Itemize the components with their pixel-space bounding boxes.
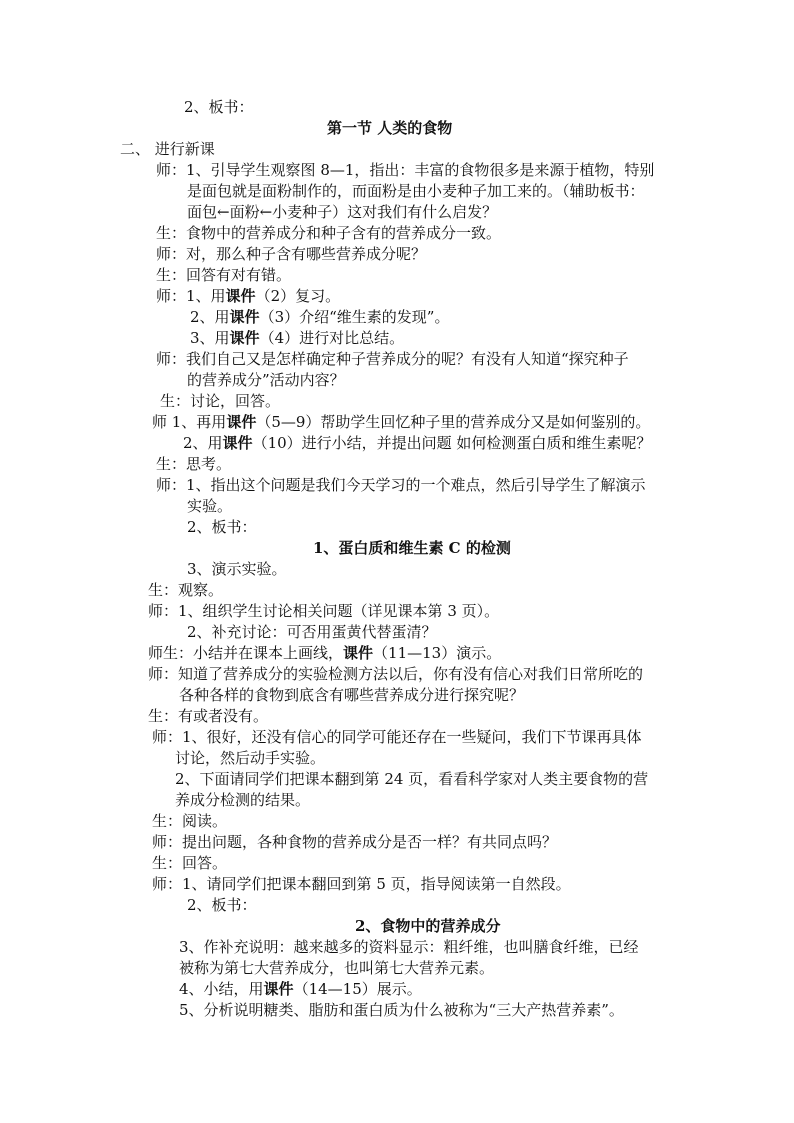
text-line: 被称为第七大营养成分，也叫第七大营养元素。 xyxy=(179,959,495,977)
text-line: 生：有或者没有。 xyxy=(148,707,269,725)
text-line xyxy=(190,328,404,348)
text-run: （3）介绍“维生素的发现”。 xyxy=(259,308,450,326)
text-line: 师：1、引导学生观察图 8—1，指出：丰富的食物很多是来源于植物，特别 xyxy=(156,161,655,179)
text-line: 养成分检测的结果。 xyxy=(175,791,311,809)
courseware-label: 课件 xyxy=(229,308,260,326)
text-line xyxy=(148,643,501,663)
text-line: 2、补充讨论：可否用蛋黄代替蛋清？ xyxy=(187,623,437,641)
text-line: 师：我们自己又是怎样确定种子营养成分的呢？有没有人知道“探究种子 xyxy=(156,350,629,368)
text-run: （10）进行小结，并提出问题 如何检测蛋白质和维生素呢？ xyxy=(252,434,652,452)
text-line: 3、作补充说明：越来越多的资料显示：粗纤维，也叫膳食纤维，已经 xyxy=(179,938,639,956)
courseware-label: 课件 xyxy=(343,644,374,662)
text-line xyxy=(190,307,449,327)
text-line: 生：回答。 xyxy=(152,854,228,872)
courseware-label: 课件 xyxy=(229,329,260,347)
text-run: 师：1、用 xyxy=(156,287,226,305)
text-line: 生：思考。 xyxy=(156,455,232,473)
courseware-label: 课件 xyxy=(263,980,294,998)
text-line: 师：提出问题，各种食物的营养成分是否一样？有共同点吗？ xyxy=(152,833,558,851)
text-run: 师生：小结并在课本上画线， xyxy=(148,644,344,662)
text-run: （4）进行对比总结。 xyxy=(259,329,405,347)
text-line: 生：阅读。 xyxy=(152,812,228,830)
text-run: 2、用 xyxy=(190,308,230,326)
text-line: 面包←面粉←小麦种子）这对我们有什么启发？ xyxy=(187,203,498,221)
text-line: 2、板书： xyxy=(187,518,257,536)
text-line: 实验。 xyxy=(187,497,233,515)
text-line: 生：回答有对有错。 xyxy=(156,266,292,284)
board-note-label: 2、板书： xyxy=(184,98,254,116)
text-line xyxy=(156,286,340,306)
text-line: 2、板书： xyxy=(187,896,257,914)
courseware-label: 课件 xyxy=(222,434,253,452)
text-line: 师：1、指出这个问题是我们今天学习的一个难点，然后引导学生了解演示 xyxy=(156,476,646,494)
text-line: 师：1、请同学们把课本翻回到第 5 页，指导阅读第一自然段。 xyxy=(152,875,571,893)
section-heading: 2、食物中的营养成分 xyxy=(355,917,501,935)
text-line: 生：讨论，回答。 xyxy=(160,392,281,410)
text-run: （5—9）帮助学生回忆种子里的营养成分又是如何鉴别的。 xyxy=(256,413,651,431)
text-line xyxy=(179,979,422,999)
text-line: 师：1、组织学生讨论相关问题（详见课本第 3 页）。 xyxy=(148,602,500,620)
text-line: 是面包就是面粉制作的，而面粉是由小麦种子加工来的。（辅助板书： xyxy=(187,182,645,200)
text-run: （2）复习。 xyxy=(255,287,341,305)
text-line: 2、下面请同学们把课本翻到第 24 页，看看科学家对人类主要食物的营 xyxy=(175,770,649,788)
text-run: 3、用 xyxy=(190,329,230,347)
text-run: （14—15）展示。 xyxy=(293,980,422,998)
section-heading: 第一节 人类的食物 xyxy=(327,119,453,137)
courseware-label: 课件 xyxy=(226,413,257,431)
text-run: （11—13）演示。 xyxy=(373,644,502,662)
text-line: 师：知道了营养成分的实验检测方法以后，你有没有信心对我们日常所吃的 xyxy=(148,665,644,683)
text-line xyxy=(183,433,651,453)
text-line: 讨论，然后动手实验。 xyxy=(175,749,326,767)
text-run: 4、小结，用 xyxy=(179,980,264,998)
text-line: 师：对，那么种子含有哪些营养成分呢？ xyxy=(156,245,427,263)
text-line: 生：观察。 xyxy=(148,581,224,599)
text-line: 师：1、很好，还没有信心的同学可能还存在一些疑问，我们下节课再具体 xyxy=(152,728,642,746)
text-line: 3、演示实验。 xyxy=(187,560,287,578)
text-run: 2、用 xyxy=(183,434,223,452)
text-run: 师 1、再用 xyxy=(152,413,227,431)
text-line xyxy=(152,412,650,432)
text-line: 生：食物中的营养成分和种子含有的营养成分一致。 xyxy=(156,224,502,242)
text-line: 5、分析说明糖类、脂肪和蛋白质为什么被称为“三大产热营养素”。 xyxy=(179,1001,624,1019)
part-heading: 二、 进行新课 xyxy=(120,140,215,158)
text-line: 的营养成分”活动内容？ xyxy=(187,371,345,389)
text-line: 各种各样的食物到底含有哪些营养成分进行探究呢？ xyxy=(179,686,525,704)
section-heading: 1、蛋白质和维生素 C 的检测 xyxy=(313,539,511,557)
courseware-label: 课件 xyxy=(225,287,256,305)
